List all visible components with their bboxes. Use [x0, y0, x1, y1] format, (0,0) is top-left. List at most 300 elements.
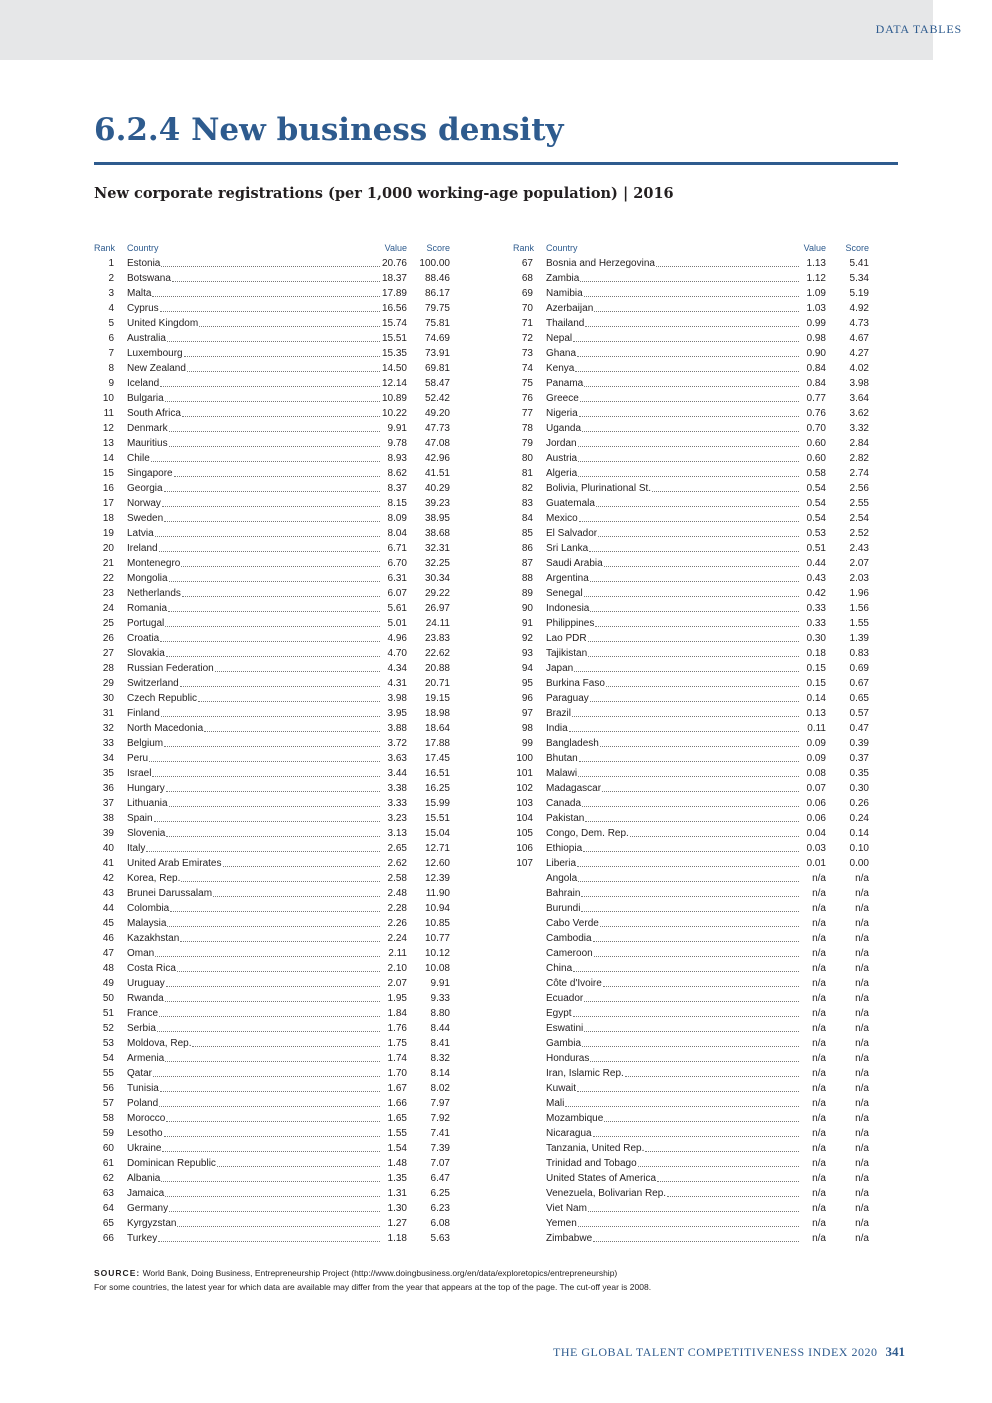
- table-row: [94, 871, 450, 886]
- row-country: [127, 601, 381, 616]
- row-score: 0.14: [849, 828, 869, 839]
- row-country-name: Italy: [127, 843, 146, 854]
- row-value: 0.30: [806, 633, 826, 644]
- row-value: 5.01: [387, 618, 407, 629]
- row-score: 0.00: [849, 858, 869, 869]
- row-country-name: Serbia: [127, 1023, 156, 1034]
- row-country: [127, 991, 381, 1006]
- row-score: 8.14: [430, 1068, 450, 1079]
- row-value: n/a: [812, 1128, 826, 1139]
- row-value: 0.04: [806, 828, 826, 839]
- table-row: [513, 361, 869, 376]
- dot-leader: [581, 886, 799, 897]
- row-country-name: Norway: [127, 498, 161, 509]
- row-score: n/a: [855, 1068, 869, 1079]
- table-row: [513, 1111, 869, 1126]
- row-value: n/a: [812, 1068, 826, 1079]
- row-value: n/a: [812, 963, 826, 974]
- row-value: n/a: [812, 948, 826, 959]
- row-country: [546, 1201, 800, 1216]
- row-country-name: Kuwait: [546, 1083, 577, 1094]
- row-score: 0.26: [849, 798, 869, 809]
- row-country-name: Jordan: [546, 438, 577, 449]
- table-row: [94, 886, 450, 901]
- row-rank: 58: [102, 1113, 114, 1124]
- row-rank: 22: [102, 573, 114, 584]
- dot-leader: [589, 541, 799, 552]
- table-subtitle: New corporate registrations (per 1,000 working-age population) | 2016: [94, 185, 674, 202]
- row-value: 0.76: [806, 408, 826, 419]
- row-rank: 19: [102, 528, 114, 539]
- table-row: [94, 1021, 450, 1036]
- dot-leader: [159, 1006, 380, 1017]
- row-rank: 82: [521, 483, 533, 494]
- dot-leader: [600, 736, 799, 747]
- row-rank: 18: [102, 513, 114, 524]
- row-country: [127, 301, 381, 316]
- table-row: [513, 721, 869, 736]
- row-country-name: Lao PDR: [546, 633, 587, 644]
- row-score: 7.39: [430, 1143, 450, 1154]
- row-rank: 25: [102, 618, 114, 629]
- dot-leader: [181, 556, 380, 567]
- row-value: 1.84: [387, 1008, 407, 1019]
- row-value: 1.66: [387, 1098, 407, 1109]
- row-country-name: Venezuela, Bolivarian Rep.: [546, 1188, 667, 1199]
- row-rank: 105: [516, 828, 533, 839]
- table-row: [94, 361, 450, 376]
- dot-leader: [600, 916, 799, 927]
- row-rank: 85: [521, 528, 533, 539]
- row-value: 3.38: [387, 783, 407, 794]
- table-row: [513, 511, 869, 526]
- table-row: [94, 691, 450, 706]
- row-rank: 40: [102, 843, 114, 854]
- row-value: 9.91: [387, 423, 407, 434]
- row-value: 8.15: [387, 498, 407, 509]
- row-country: [546, 766, 800, 781]
- row-country: [127, 886, 381, 901]
- row-country-name: Greece: [546, 393, 579, 404]
- table-row: [94, 436, 450, 451]
- row-score: 1.39: [849, 633, 869, 644]
- row-score: 12.39: [424, 873, 450, 884]
- row-score: 11.90: [425, 888, 450, 899]
- row-rank: 9: [108, 378, 114, 389]
- row-country: [546, 1111, 800, 1126]
- row-score: 19.15: [424, 693, 450, 704]
- row-score: 75.81: [424, 318, 450, 329]
- row-score: 12.60: [424, 858, 450, 869]
- dot-leader: [652, 481, 799, 492]
- row-country: [546, 1021, 800, 1036]
- row-country: [546, 541, 800, 556]
- row-value: 0.58: [806, 468, 826, 479]
- table-row: [94, 631, 450, 646]
- dot-leader: [603, 976, 799, 987]
- row-country-name: Finland: [127, 708, 160, 719]
- table-row: [94, 526, 450, 541]
- row-rank: 45: [102, 918, 114, 929]
- dot-leader: [166, 826, 380, 837]
- row-score: n/a: [855, 888, 869, 899]
- row-rank: 92: [521, 633, 533, 644]
- table-row: [513, 1186, 869, 1201]
- row-value: 3.95: [387, 708, 407, 719]
- row-value: 0.90: [806, 348, 826, 359]
- dot-leader: [578, 1216, 799, 1227]
- table-row: [513, 916, 869, 931]
- dot-leader: [602, 781, 799, 792]
- row-country-name: Senegal: [546, 588, 583, 599]
- table-row: [513, 661, 869, 676]
- dot-leader: [578, 451, 799, 462]
- row-country: [127, 781, 381, 796]
- row-score: 2.74: [849, 468, 869, 479]
- dot-leader: [169, 1201, 380, 1212]
- table-row: [513, 496, 869, 511]
- source-text: World Bank, Doing Business, Entrepreneurship Project (http://www.doingbusiness.org/en/data/exploretopics/entrepreneurship): [140, 1268, 618, 1278]
- row-score: 86.17: [424, 288, 450, 299]
- row-country-name: Paraguay: [546, 693, 589, 704]
- row-value: n/a: [812, 1098, 826, 1109]
- dot-leader: [181, 871, 380, 882]
- dot-leader: [581, 901, 799, 912]
- dot-leader: [584, 1021, 799, 1032]
- row-country: [127, 556, 381, 571]
- row-score: n/a: [855, 1008, 869, 1019]
- dot-leader: [165, 1186, 380, 1197]
- row-score: 20.71: [424, 678, 450, 689]
- dot-leader: [606, 676, 799, 687]
- row-rank: 14: [102, 453, 114, 464]
- row-score: 26.97: [424, 603, 450, 614]
- row-rank: 91: [521, 618, 533, 629]
- table-row: [513, 781, 869, 796]
- row-value: 1.65: [387, 1113, 407, 1124]
- table-row: [94, 286, 450, 301]
- row-score: 3.64: [849, 393, 869, 404]
- row-rank: 89: [521, 588, 533, 599]
- row-country: [127, 931, 381, 946]
- row-rank: 26: [102, 633, 114, 644]
- source-note: [94, 1266, 651, 1294]
- table-row: [94, 451, 450, 466]
- row-rank: 76: [521, 393, 533, 404]
- row-country: [546, 1171, 800, 1186]
- row-country-name: Czech Republic: [127, 693, 198, 704]
- dot-leader: [166, 781, 380, 792]
- row-score: 2.52: [849, 528, 869, 539]
- row-country-name: Congo, Dem. Rep.: [546, 828, 629, 839]
- row-country-name: Korea, Rep.: [127, 873, 181, 884]
- row-country-name: Israel: [127, 768, 152, 779]
- dot-leader: [170, 901, 380, 912]
- dot-leader: [161, 256, 380, 267]
- dot-leader: [585, 811, 799, 822]
- dot-leader: [169, 436, 380, 447]
- row-value: 1.67: [387, 1083, 407, 1094]
- row-country-name: Peru: [127, 753, 149, 764]
- row-rank: 33: [102, 738, 114, 749]
- row-score: 73.91: [424, 348, 450, 359]
- row-country-name: Rwanda: [127, 993, 164, 1004]
- row-country: [546, 1231, 800, 1246]
- row-value: 12.14: [381, 378, 407, 389]
- row-score: 8.41: [430, 1038, 450, 1049]
- row-country-name: Mexico: [546, 513, 578, 524]
- row-country: [127, 946, 381, 961]
- row-rank: 80: [521, 453, 533, 464]
- row-value: 15.51: [381, 333, 407, 344]
- dot-leader: [590, 1051, 799, 1062]
- row-rank: 71: [521, 318, 533, 329]
- row-country: [546, 751, 800, 766]
- row-score: n/a: [855, 1188, 869, 1199]
- row-value: 0.53: [806, 528, 826, 539]
- row-value: 8.09: [387, 513, 407, 524]
- row-country-name: United Arab Emirates: [127, 858, 222, 869]
- row-country-name: Mali: [546, 1098, 565, 1109]
- row-rank: 13: [102, 438, 114, 449]
- page-title: 6.2.4 New business density: [94, 112, 564, 148]
- row-country: [127, 481, 381, 496]
- row-country-name: Romania: [127, 603, 168, 614]
- table-row: [94, 481, 450, 496]
- dot-leader: [166, 1111, 380, 1122]
- row-score: 8.32: [430, 1053, 450, 1064]
- row-rank: 73: [521, 348, 533, 359]
- row-value: 0.06: [806, 798, 826, 809]
- row-score: 22.62: [424, 648, 450, 659]
- dot-leader: [198, 691, 380, 702]
- row-country: [127, 586, 381, 601]
- row-value: 0.14: [806, 693, 826, 704]
- row-score: n/a: [855, 1143, 869, 1154]
- row-country-name: Estonia: [127, 258, 161, 269]
- header-rank: Rank: [94, 243, 116, 253]
- table-row: [94, 1036, 450, 1051]
- row-score: n/a: [855, 993, 869, 1004]
- row-value: n/a: [812, 1233, 826, 1244]
- row-country: [546, 1216, 800, 1231]
- dot-leader: [577, 856, 799, 867]
- row-rank: 98: [521, 723, 533, 734]
- row-score: 8.02: [430, 1083, 450, 1094]
- dot-leader: [582, 796, 799, 807]
- row-country-name: El Salvador: [546, 528, 598, 539]
- table-row: [513, 1201, 869, 1216]
- dot-leader: [174, 466, 380, 477]
- table-row: [94, 1081, 450, 1096]
- row-rank: 1: [108, 258, 114, 269]
- row-score: 0.65: [849, 693, 869, 704]
- row-value: n/a: [812, 978, 826, 989]
- row-country-name: Iran, Islamic Rep.: [546, 1068, 624, 1079]
- row-score: 17.45: [424, 753, 450, 764]
- row-score: 79.75: [424, 303, 450, 314]
- dot-leader: [160, 376, 380, 387]
- row-country: [546, 796, 800, 811]
- row-value: 6.31: [387, 573, 407, 584]
- row-country: [127, 691, 381, 706]
- header-rank: Rank: [513, 243, 535, 253]
- row-country: [127, 541, 381, 556]
- dot-leader: [596, 496, 799, 507]
- row-country-name: Luxembourg: [127, 348, 183, 359]
- row-country: [127, 856, 381, 871]
- row-country-name: Oman: [127, 948, 155, 959]
- row-country: [546, 616, 800, 631]
- row-country: [546, 271, 800, 286]
- row-score: 0.69: [849, 663, 869, 674]
- dot-leader: [154, 811, 380, 822]
- row-value: 2.48: [387, 888, 407, 899]
- table-row: [513, 886, 869, 901]
- row-rank: 77: [521, 408, 533, 419]
- dot-leader: [157, 1021, 380, 1032]
- row-score: n/a: [855, 933, 869, 944]
- row-value: 3.63: [387, 753, 407, 764]
- row-country: [546, 481, 800, 496]
- table-row: [94, 586, 450, 601]
- page-number: 341: [885, 1344, 905, 1359]
- row-country: [127, 331, 381, 346]
- row-rank: 2: [108, 273, 114, 284]
- row-country-name: Turkey: [127, 1233, 158, 1244]
- row-rank: 47: [102, 948, 114, 959]
- row-value: 2.28: [387, 903, 407, 914]
- row-score: 29.22: [424, 588, 450, 599]
- row-rank: 78: [521, 423, 533, 434]
- row-country: [546, 631, 800, 646]
- row-country: [546, 601, 800, 616]
- row-value: 0.70: [806, 423, 826, 434]
- row-value: 0.09: [806, 753, 826, 764]
- row-score: 2.82: [849, 453, 869, 464]
- row-country-name: Russian Federation: [127, 663, 214, 674]
- source-label: SOURCE:: [94, 1268, 141, 1278]
- table-row: [513, 1021, 869, 1036]
- row-country-name: Honduras: [546, 1053, 590, 1064]
- table-row: [94, 826, 450, 841]
- row-score: 0.67: [849, 678, 869, 689]
- row-score: 16.25: [424, 783, 450, 794]
- row-country: [127, 736, 381, 751]
- row-rank: 103: [516, 798, 533, 809]
- table-row: [513, 796, 869, 811]
- row-score: 3.98: [849, 378, 869, 389]
- row-country-name: Panama: [546, 378, 584, 389]
- row-country: [546, 436, 800, 451]
- dot-leader: [590, 601, 799, 612]
- row-value: 14.50: [381, 363, 407, 374]
- header-band: [0, 0, 933, 60]
- row-value: n/a: [812, 918, 826, 929]
- row-value: 1.76: [387, 1023, 407, 1034]
- row-rank: 69: [521, 288, 533, 299]
- row-value: 0.77: [806, 393, 826, 404]
- row-score: 23.83: [424, 633, 450, 644]
- dot-leader: [588, 631, 799, 642]
- row-rank: 81: [521, 468, 533, 479]
- row-value: 0.15: [806, 678, 826, 689]
- row-rank: 104: [516, 813, 533, 824]
- row-value: n/a: [812, 933, 826, 944]
- row-value: 1.03: [806, 303, 826, 314]
- table-row: [94, 421, 450, 436]
- row-rank: 17: [102, 498, 114, 509]
- dot-leader: [162, 496, 380, 507]
- table-row: [513, 676, 869, 691]
- row-country: [127, 676, 381, 691]
- row-rank: 88: [521, 573, 533, 584]
- row-country-name: Ghana: [546, 348, 577, 359]
- dot-leader: [155, 526, 380, 537]
- dot-leader: [578, 466, 799, 477]
- row-rank: 93: [521, 648, 533, 659]
- row-country: [546, 856, 800, 871]
- row-country: [546, 946, 800, 961]
- section-label: DATA TABLES: [875, 22, 962, 36]
- row-country: [546, 976, 800, 991]
- row-country: [127, 871, 381, 886]
- table-row: [513, 931, 869, 946]
- row-rank: 53: [102, 1038, 114, 1049]
- row-country-name: Egypt: [546, 1008, 572, 1019]
- dot-leader: [585, 316, 799, 327]
- dot-leader: [215, 661, 380, 672]
- row-score: 9.91: [430, 978, 450, 989]
- table-row: [513, 406, 869, 421]
- row-score: 30.34: [424, 573, 450, 584]
- row-country-name: Cambodia: [546, 933, 592, 944]
- table-row: [94, 931, 450, 946]
- row-country-name: Jamaica: [127, 1188, 165, 1199]
- row-country-name: Azerbaijan: [546, 303, 594, 314]
- row-score: 4.92: [849, 303, 869, 314]
- dot-leader: [184, 346, 380, 357]
- row-score: 47.73: [424, 423, 450, 434]
- row-country: [127, 496, 381, 511]
- dot-leader: [578, 766, 799, 777]
- row-value: 20.76: [381, 258, 407, 269]
- table-row: [513, 346, 869, 361]
- row-country-name: Burkina Faso: [546, 678, 605, 689]
- table-row: [94, 1126, 450, 1141]
- row-score: 2.43: [849, 543, 869, 554]
- row-score: 15.04: [424, 828, 450, 839]
- row-value: n/a: [812, 1158, 826, 1169]
- row-country: [546, 691, 800, 706]
- row-rank: 72: [521, 333, 533, 344]
- row-value: 18.37: [381, 273, 407, 284]
- row-country-name: Bolivia, Plurinational St.: [546, 483, 652, 494]
- row-country: [546, 376, 800, 391]
- row-rank: 21: [102, 558, 114, 569]
- row-country-name: United Kingdom: [127, 318, 199, 329]
- row-country-name: Mongolia: [127, 573, 168, 584]
- row-value: 4.31: [387, 678, 407, 689]
- row-score: n/a: [855, 1128, 869, 1139]
- dot-leader: [169, 796, 380, 807]
- row-rank: 8: [108, 363, 114, 374]
- row-value: 5.61: [387, 603, 407, 614]
- row-score: 1.56: [849, 603, 869, 614]
- row-country: [127, 571, 381, 586]
- table-row: [94, 1156, 450, 1171]
- table-row: [513, 436, 869, 451]
